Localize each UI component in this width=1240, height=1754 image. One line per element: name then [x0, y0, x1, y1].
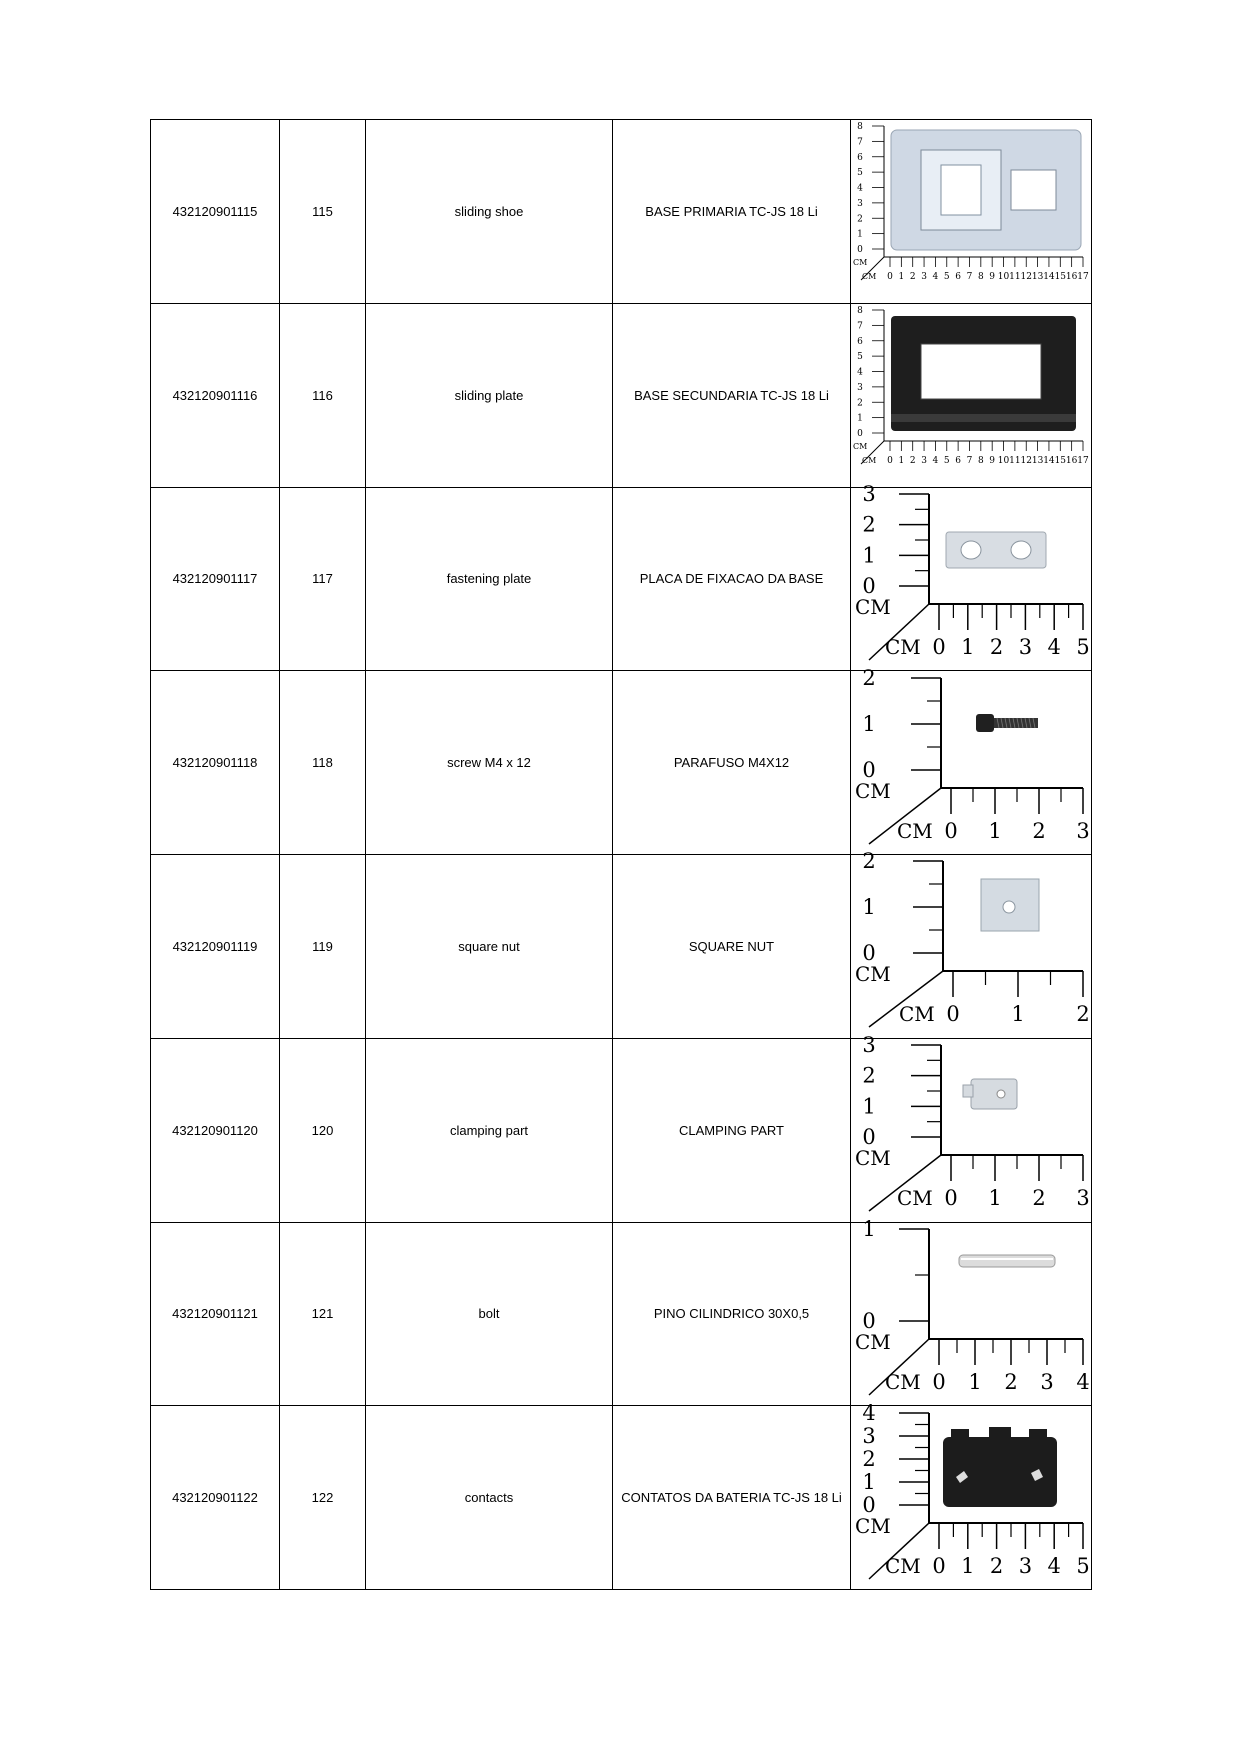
article-number-cell: 432120901122	[151, 1406, 280, 1590]
ruler-unit-label: CM	[853, 442, 868, 452]
ruler-h-label: 1	[961, 634, 975, 659]
ruler-h-label: 0	[932, 634, 946, 659]
article-number-cell: 432120901119	[151, 855, 280, 1039]
ruler-h-label: 0	[946, 1002, 960, 1027]
ruler-v-label: 1	[862, 1216, 876, 1241]
ruler-h-label: 11	[1009, 272, 1021, 283]
position-cell: 116	[280, 303, 366, 487]
ruler-h-label: 5	[943, 272, 950, 283]
ruler	[855, 1217, 1090, 1395]
ruler-v-label: 0	[857, 429, 863, 440]
table-row	[151, 671, 1092, 855]
ruler-h-label: 0	[932, 1553, 946, 1578]
part-name-en-cell: sliding shoe	[366, 120, 613, 304]
ruler-v-label: 2	[862, 1063, 876, 1088]
ruler-unit-label: CM	[855, 594, 891, 619]
ruler	[855, 666, 1090, 844]
ruler-v-label: 1	[862, 1094, 876, 1119]
ruler-h-label: 17	[1077, 456, 1089, 467]
ruler-h-label: 3	[921, 456, 927, 467]
part-name-en-cell: bolt	[366, 1222, 613, 1406]
ruler-h-label: 5	[943, 456, 950, 467]
ruler-h-label: 3	[1018, 634, 1033, 659]
position-cell: 117	[280, 487, 366, 671]
ruler-v-label: 7	[857, 321, 863, 332]
part-name-pt-cell: PINO CILINDRICO 30X0,5	[613, 1222, 851, 1406]
part-name-en-cell: fastening plate	[366, 487, 613, 671]
ruler-h-label: 16	[1065, 456, 1078, 467]
ruler-h-label: 13	[1031, 456, 1044, 467]
ruler-h-label: 12	[1020, 456, 1032, 467]
part-photo-cell	[851, 120, 1092, 304]
ruler-v-label: 6	[857, 153, 863, 164]
ruler-v-label: 1	[857, 230, 863, 240]
ruler-v-label: 6	[857, 336, 863, 347]
ruler-v-label: 0	[862, 1492, 876, 1517]
ruler-v-label: 1	[862, 711, 876, 736]
ruler-h-label: 2	[989, 1553, 1004, 1578]
part-name-en-cell: sliding plate	[366, 303, 613, 487]
ruler-v-label: 1	[862, 895, 876, 920]
ruler-unit-label: CM	[853, 258, 868, 268]
ruler-v-label: 7	[857, 137, 863, 148]
ruler-h-label: 2	[989, 634, 1004, 659]
square-nut-icon	[981, 879, 1039, 931]
clamping-part-icon	[963, 1079, 1017, 1109]
part-photo	[851, 1033, 1090, 1221]
table-row	[151, 855, 1092, 1039]
ruler-h-label: 15	[1054, 272, 1067, 283]
part-photo	[851, 1216, 1090, 1405]
ruler-v-label: 8	[857, 122, 863, 133]
ruler-h-label: 14	[1043, 456, 1055, 467]
ruler-h-label: 4	[932, 272, 939, 283]
ruler-v-label: 5	[857, 352, 863, 363]
ruler-v-label: 1	[862, 543, 876, 568]
parts-table	[150, 119, 1092, 1590]
position-cell: 120	[280, 1038, 366, 1222]
part-photo-cell	[851, 303, 1092, 487]
ruler-v-label: 0	[862, 941, 876, 966]
article-number-cell: 432120901118	[151, 671, 280, 855]
table-row	[151, 1406, 1092, 1590]
part-name-pt-cell: PARAFUSO M4X12	[613, 671, 851, 855]
ruler-unit-label: CM	[897, 818, 933, 843]
position-cell: 118	[280, 671, 366, 855]
ruler-h-label: 11	[1009, 456, 1021, 467]
ruler-unit-label: CM	[855, 1513, 891, 1538]
part-photo	[851, 1400, 1090, 1589]
ruler-v-label: 3	[857, 199, 863, 210]
ruler-v-label: 1	[857, 413, 863, 424]
ruler-unit-label: CM	[885, 1553, 921, 1578]
ruler-h-label: 9	[989, 272, 996, 283]
ruler-v-label: 0	[862, 573, 876, 598]
ruler-unit-label: CM	[899, 1002, 935, 1027]
part-photo-cell	[851, 481, 1092, 671]
ruler-h-label: 0	[887, 272, 893, 283]
ruler-h-label: 10	[997, 272, 1010, 283]
bolt-icon	[959, 1255, 1055, 1267]
ruler-v-label: 0	[862, 757, 876, 782]
ruler-h-label: 9	[989, 456, 996, 467]
ruler-unit-label: CM	[855, 962, 891, 987]
part-photo	[851, 120, 1088, 302]
screw-icon	[976, 714, 1038, 732]
ruler-h-label: 2	[909, 456, 916, 467]
part-name-en-cell: clamping part	[366, 1038, 613, 1222]
ruler-h-label: 2	[1032, 1186, 1046, 1211]
ruler-unit-label: CM	[855, 1146, 891, 1171]
article-number-cell: 432120901115	[151, 120, 280, 304]
ruler-h-label: 3	[1076, 818, 1090, 843]
ruler	[855, 849, 1090, 1027]
ruler-v-label: 2	[862, 665, 876, 690]
ruler-unit-label: CM	[855, 1329, 891, 1354]
ruler-h-label: 6	[955, 456, 961, 467]
ruler-h-label: 3	[1018, 1553, 1033, 1578]
article-number-cell: 432120901121	[151, 1222, 280, 1406]
article-number-cell: 432120901117	[151, 487, 280, 671]
ruler-h-label: 4	[932, 456, 939, 467]
ruler-v-label: 3	[862, 1033, 876, 1058]
ruler-h-label: 0	[932, 1369, 946, 1394]
sliding-plate-icon	[891, 316, 1076, 431]
part-name-en-cell: contacts	[366, 1406, 613, 1590]
fastening-plate-icon	[946, 532, 1046, 568]
part-photo-cell	[851, 1216, 1092, 1406]
ruler-h-label: 8	[977, 456, 984, 467]
part-name-pt-cell: PLACA DE FIXACAO DA BASE	[613, 487, 851, 671]
ruler-h-label: 6	[955, 272, 961, 283]
position-cell: 115	[280, 120, 366, 304]
ruler-v-label: 2	[862, 849, 876, 874]
position-cell: 122	[280, 1406, 366, 1590]
contacts-icon	[943, 1427, 1057, 1507]
part-name-en-cell: square nut	[366, 855, 613, 1039]
ruler-v-label: 2	[862, 512, 876, 537]
part-name-pt-cell: CLAMPING PART	[613, 1038, 851, 1222]
ruler-h-label: 1	[898, 272, 905, 283]
part-photo	[851, 665, 1090, 854]
position-cell: 119	[280, 855, 366, 1039]
ruler-h-label: 8	[977, 272, 984, 283]
ruler-h-label: 3	[1076, 1186, 1090, 1211]
ruler-v-label: 1	[862, 1469, 876, 1494]
ruler-h-label: 1	[961, 1553, 975, 1578]
part-photo-cell	[851, 1400, 1092, 1590]
ruler-h-label: 3	[1040, 1369, 1054, 1394]
table-row	[151, 1222, 1092, 1406]
ruler-h-label: 1	[898, 456, 905, 467]
ruler-unit-label: CM	[855, 778, 891, 803]
ruler-h-label: 12	[1020, 272, 1032, 283]
ruler	[855, 482, 1090, 660]
article-number-cell: 432120901116	[151, 303, 280, 487]
ruler-h-label: 0	[887, 456, 893, 467]
ruler	[855, 1033, 1090, 1211]
ruler-h-label: 7	[966, 272, 973, 283]
ruler-unit-label: CM	[897, 1186, 933, 1211]
part-name-pt-cell: CONTATOS DA BATERIA TC-JS 18 Li	[613, 1406, 851, 1590]
ruler-h-label: 17	[1077, 272, 1089, 283]
ruler-v-label: 0	[862, 1125, 876, 1150]
ruler-v-label: 5	[857, 168, 863, 179]
ruler-v-label: 3	[862, 1423, 876, 1448]
ruler-v-label: 2	[857, 398, 863, 409]
part-photo-cell	[851, 849, 1092, 1039]
part-photo	[851, 304, 1088, 486]
part-photo-cell	[851, 665, 1092, 855]
ruler-h-label: 14	[1043, 272, 1055, 283]
ruler-h-label: 5	[1076, 1553, 1090, 1578]
ruler-v-label: 8	[857, 306, 863, 317]
ruler-v-label: 3	[862, 481, 876, 506]
table-row	[151, 303, 1092, 487]
ruler-v-label: 0	[857, 245, 863, 256]
ruler-h-label: 2	[1004, 1369, 1018, 1394]
ruler-unit-label: CM	[862, 456, 877, 466]
part-name-pt-cell: BASE SECUNDARIA TC-JS 18 Li	[613, 303, 851, 487]
ruler-v-label: 3	[857, 383, 863, 393]
ruler-h-label: 1	[968, 1369, 982, 1394]
ruler-v-label: 4	[857, 367, 863, 378]
ruler-h-label: 2	[1032, 818, 1046, 843]
ruler-h-label: 16	[1065, 272, 1078, 283]
ruler-h-label: 10	[997, 456, 1010, 467]
part-name-pt-cell: SQUARE NUT	[613, 855, 851, 1039]
ruler-v-label: 4	[857, 183, 863, 194]
ruler-h-label: 2	[1076, 1002, 1090, 1027]
ruler-h-label: 1	[988, 818, 1002, 843]
article-number-cell: 432120901120	[151, 1038, 280, 1222]
ruler-v-label: 2	[862, 1446, 876, 1471]
ruler-h-label: 3	[921, 272, 927, 283]
ruler-v-label: 4	[862, 1400, 876, 1425]
ruler-unit-label: CM	[885, 1369, 921, 1394]
ruler-h-label: 5	[1076, 634, 1090, 659]
ruler-h-label: 1	[988, 1186, 1002, 1211]
position-cell: 121	[280, 1222, 366, 1406]
table-row	[151, 120, 1092, 304]
ruler-h-label: 4	[1047, 634, 1061, 659]
ruler-h-label: 4	[1076, 1369, 1090, 1394]
ruler-unit-label: CM	[885, 634, 921, 659]
part-name-en-cell: screw M4 x 12	[366, 671, 613, 855]
part-name-pt-cell: BASE PRIMARIA TC-JS 18 Li	[613, 120, 851, 304]
part-photo	[851, 849, 1090, 1037]
table-row	[151, 1038, 1092, 1222]
ruler-h-label: 13	[1031, 272, 1044, 283]
ruler-v-label: 0	[862, 1308, 876, 1333]
ruler-v-label: 2	[857, 214, 863, 225]
part-photo	[851, 481, 1090, 670]
ruler-unit-label: CM	[862, 272, 877, 282]
ruler-h-label: 0	[944, 1186, 958, 1211]
ruler-h-label: 2	[909, 272, 916, 283]
ruler-h-label: 1	[1011, 1002, 1025, 1027]
sliding-shoe-icon	[891, 130, 1081, 250]
ruler-h-label: 4	[1047, 1553, 1061, 1578]
ruler-h-label: 15	[1054, 456, 1067, 467]
ruler-h-label: 7	[966, 456, 973, 467]
part-photo-cell	[851, 1033, 1092, 1222]
table-row	[151, 487, 1092, 671]
ruler-h-label: 0	[944, 818, 958, 843]
